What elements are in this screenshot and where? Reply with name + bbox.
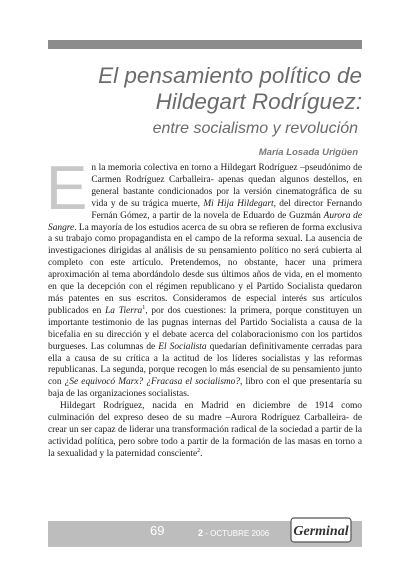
text-run: . — [200, 448, 203, 459]
issue-separator: - — [203, 529, 211, 538]
footnote-ref-2[interactable]: 2 — [197, 447, 201, 454]
page-number: 69 — [150, 523, 165, 538]
newspaper-title: El Socialista — [158, 341, 207, 352]
article-title — [40, 63, 362, 115]
paragraph-2 — [48, 401, 362, 461]
novel-title: Aurora de Sangre — [48, 210, 363, 233]
article-subtitle: entre socialismo y revolución — [152, 120, 358, 137]
text-run: Hildegart Rodríguez, nacida en Madrid en diciembre de 1914 como culminación del expreso deseo de su madre –Aurora Rodríguez Carballeira- de crear un ser capaz de liderar una transformación radical de la sociedad a partir de la actividad política, pero sobre todo a partir de la formación de las masas en torno a la sexualidad y la paternidad consciente — [48, 401, 362, 459]
text-run: n la memoria colectiva en torno a Hildegart Rodríguez –pseudónimo de Carmen Rodríguez Carballeira- apenas quedan algunos destellos, en general bastante condicionados por la versión cinematográfica de su vida y de su trágica muerte, — [91, 163, 362, 209]
text-run: . La mayoría de los estudios acerca de su obra se refieren de forma exclusiva a su trabajo como propagandista en el campo de la reforma sexual. La ausencia de investigaciones dirigidas al análisis de su pensamiento político no será cubierta al completo con este artículo. Pretendemos, no obstante, hacer una primera aproximación al tema abordándolo desde sus últimos años de vida, en el momento en que la decepción con el régimen republicano y el Partido Socialista quedaron más patentes en sus escritos. Consideramos de especial interés sus artículos publicados en — [48, 222, 362, 316]
book-title: ¿Fracasa el socialismo? — [146, 377, 241, 388]
header-rule — [48, 40, 362, 49]
text-run: , por dos cuestiones: la primera, porque constituyen un importante testimonio de las pugnas internas del Partido Socialista a causa de la bicefalia en su dirección y el debate acerca del colaboracionismo con los partidos burgueses. Las columnas de — [48, 305, 362, 352]
article-body — [46, 154, 363, 461]
svg-text:Germinal: Germinal — [293, 524, 349, 539]
film-title: Mi Hija Hildegart — [203, 198, 274, 209]
text-run: quedarían definitivamente cerradas para ella a causa de su crítica a la actitud de los líderes socialistas y las reformas republicanas. La segunda, porque recogen lo más esencial de su pensamiento junto con — [48, 341, 362, 388]
issue-info — [198, 528, 269, 538]
title-line-2: Hildegart Rodríguez: — [155, 89, 362, 114]
issue-number: 2 — [198, 528, 204, 538]
publication-title: La Tierra — [105, 305, 143, 316]
issue-date: OCTUBRE 2006 — [210, 529, 270, 538]
text-run: , del director Fernando Fernán Gómez, a partir de la novela de Eduardo de Guzmán — [91, 198, 362, 221]
text-run: , libro con el que presentaría su baja de las organizaciones socialistas. — [48, 377, 362, 400]
footnote-ref-1[interactable]: 1 — [142, 304, 146, 311]
book-title: ¿Se equivocó Marx? — [64, 377, 144, 388]
title-line-1: El pensamiento político de — [98, 63, 362, 88]
article-author: María Losada Urigüen — [258, 147, 358, 158]
drop-cap: E — [46, 154, 88, 223]
paragraph-1 — [46, 154, 363, 401]
germinal-logo — [290, 512, 352, 546]
